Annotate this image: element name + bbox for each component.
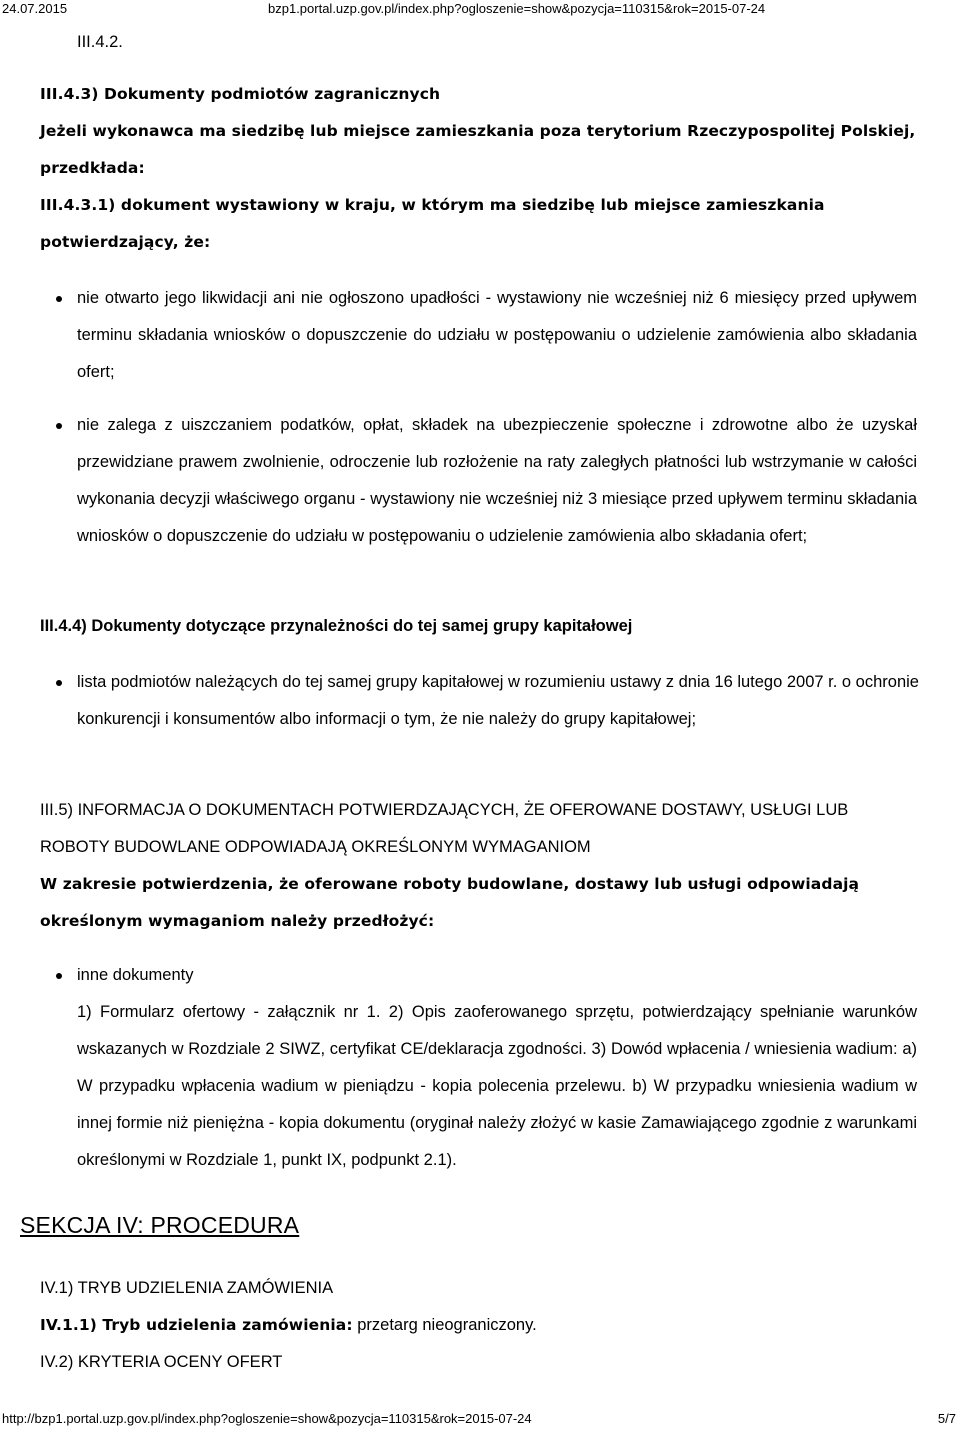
list-item: nie zalega z uiszczaniem podatków, opłat, składek na ubezpieczenie społeczne i zdrowotne albo że uzyskał przewidziane prawem zwolnienie, odroczenie lub rozłożenie na raty zaległych płatności lub wstrzymanie w całości wykonania decyzji właściwego organu - wystawiony nie wcześniej niż 3 miesiące przed upływem terminu składania wniosków o dopuszczenie do udziału w postępowaniu o udzielenie zamówienia albo składania ofert; — [77, 416, 917, 545]
list-item: nie otwarto jego likwidacji ani nie ogłoszono upadłości - wystawiony nie wcześniej niż 6 miesięcy przed upływem terminu składania wniosków o dopuszczenie do udziału w postępowaniu o udzielenie zamówienia albo składania ofert; — [77, 289, 917, 381]
heading-iii-5 — [40, 792, 920, 940]
iii-5-title: III.5) INFORMACJA O DOKUMENTACH POTWIERDZAJĄCYCH, ŻE OFEROWANE DOSTAWY, USŁUGI LUB ROBOTY BUDOWLANE ODPOWIADAJĄ OKREŚLONYM WYMAGANIOM — [40, 801, 849, 856]
iv-1-1-label: IV.1.1) Tryb udzielenia zamówienia: — [40, 1316, 353, 1334]
section-iv-body — [40, 1270, 920, 1381]
bullet-icon — [56, 423, 62, 429]
heading-iii-4-4: III.4.4) Dokumenty dotyczące przynależności do tej samej grupy kapitałowej — [40, 617, 633, 635]
section-iv-title: SEKCJA IV: PROCEDURA — [20, 1212, 300, 1238]
iii-5-item-label: inne dokumenty — [77, 966, 194, 984]
iv-1-1-line — [40, 1307, 920, 1344]
iii-5-item-text: 1) Formularz ofertowy - załącznik nr 1. 2) Opis zaoferowanego sprzętu, potwierdzający spełnianie warunków wskazanych w Rozdziale 2 SIWZ, certyfikat CE/deklaracja zgodności. 3) Dowód wpłacenia / wniesienia wadium: a) W przypadku wpłacenia wadium w pieniądzu - kopia polecenia przelewu. b) W przypadku wniesienia wadium w innej formie niż pieniężna - kopia dokumentu (oryginał należy złożyć w kasie Zamawiającego zgodnie z warunkami określonymi w Rozdziale 1, punkt IX, podpunkt 2.1). — [77, 1003, 917, 1169]
print-date: 24.07.2015 — [2, 1, 68, 16]
bullet-icon — [56, 680, 62, 686]
print-url: bzp1.portal.uzp.gov.pl/index.php?ogloszenie=show&pozycja=110315&rok=2015-07-24 — [268, 1, 766, 16]
iv-2-title: IV.2) KRYTERIA OCENY OFERT — [40, 1353, 283, 1371]
list-item — [77, 957, 917, 1179]
heading-iii-4-2: III.4.2. — [77, 33, 123, 51]
heading-iii-4-3 — [40, 76, 920, 261]
iv-1-1-value: przetarg nieograniczony. — [357, 1316, 537, 1334]
bullet-icon — [56, 296, 62, 302]
iii-4-3-intro: Jeżeli wykonawca ma siedzibę lub miejsce zamieszkania poza terytorium Rzeczypospolitej Polskiej, przedkłada: — [40, 122, 916, 177]
page-number: 5/7 — [937, 1411, 956, 1426]
iii-5-intro: W zakresie potwierdzenia, że oferowane roboty budowlane, dostawy lub usługi odpowiadają określonym wymaganiom należy przedłożyć: — [40, 875, 860, 930]
bullet-icon — [56, 973, 62, 979]
iv-1-title: IV.1) TRYB UDZIELENIA ZAMÓWIENIA — [40, 1279, 334, 1297]
print-header — [0, 0, 960, 20]
print-footer — [0, 1410, 960, 1430]
list-item: lista podmiotów należących do tej samej grupy kapitałowej w rozumieniu ustawy z dnia 16 lutego 2007 r. o ochronie konkurencji i konsumentów albo informacji o tym, że nie należy do grupy kapitałowej; — [77, 673, 919, 728]
iii-4-3-title: III.4.3) Dokumenty podmiotów zagranicznych — [40, 85, 441, 103]
iii-4-3-1-title: III.4.3.1) dokument wystawiony w kraju, w którym ma siedzibę lub miejsce zamieszkania potwierdzający, że: — [40, 196, 825, 251]
footer-url: http://bzp1.portal.uzp.gov.pl/index.php?ogloszenie=show&pozycja=110315&rok=2015-07-24 — [2, 1411, 532, 1426]
